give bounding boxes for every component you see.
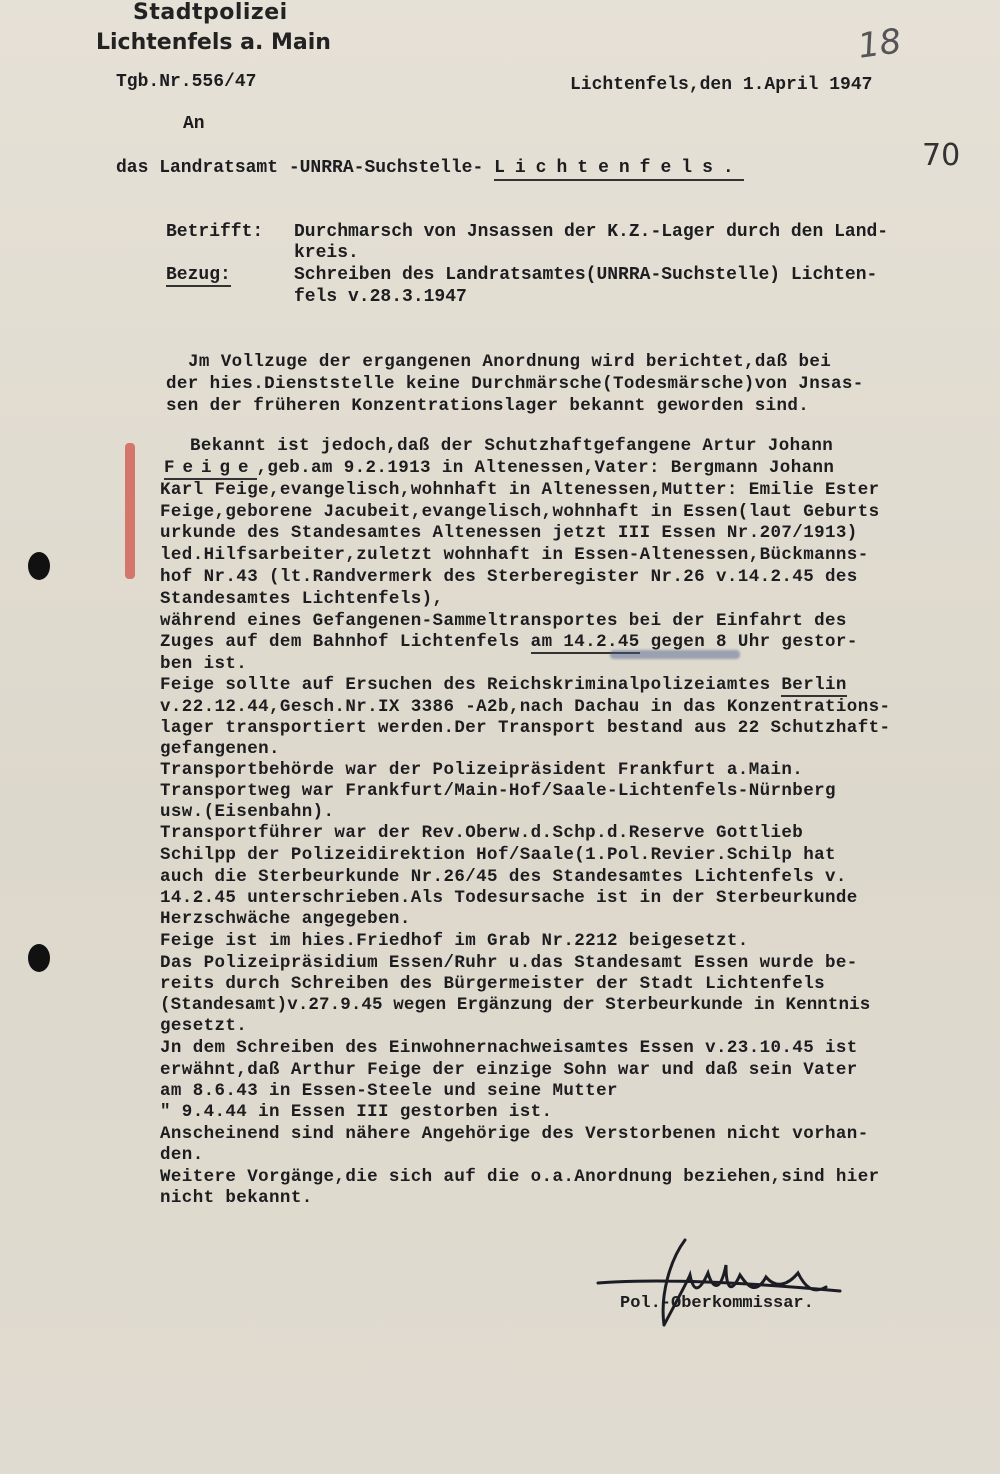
p2-line-4: Feige,geborene Jacubeit,evangelisch,wohnhaft in Essen(laut Geburts: [160, 502, 880, 522]
betrifft-line-2: kreis.: [294, 243, 359, 263]
p3-line-16: (Standesamt)v.27.9.45 wegen Ergänzung der Sterbeurkunde in Kenntnis: [160, 995, 871, 1015]
p3-line-9: Schilpp der Polizeidirektion Hof/Saale(1.Pol.Revier.Schilp hat: [160, 845, 836, 865]
train-line-pre: Zuges auf dem Bahnhof Lichtenfels: [160, 632, 531, 652]
p1-line-1: Jm Vollzuge der ergangenen Anordnung wird berichtet,daß bei: [188, 352, 832, 372]
p3-line-21: " 9.4.44 in Essen III gestorben ist.: [160, 1102, 553, 1122]
p2-line-10: [160, 632, 858, 652]
recipient-prefix: das Landratsamt -UNRRA-Suchstelle-: [116, 158, 495, 178]
p2-line-11: ben ist.: [160, 654, 248, 674]
bezug-line-2: fels v.28.3.1947: [294, 287, 467, 307]
p2-line-7: hof Nr.43 (lt.Randvermerk des Sterberegister Nr.26 v.14.2.45 des: [160, 567, 858, 587]
p3-line-13: Feige ist im hies.Friedhof im Grab Nr.2212 beigesetzt.: [160, 931, 749, 951]
city-berlin: Berlin: [781, 675, 847, 695]
p3-line-2: v.22.12.44,Gesch.Nr.IX 3386 -A2b,nach Dachau in das Konzentrations-: [160, 697, 891, 717]
train-line-post: gegen 8 Uhr gestor-: [639, 632, 858, 652]
recipient-city: Lichtenfels.: [494, 158, 744, 181]
letterhead-line-1: Stadtpolizei: [133, 0, 288, 25]
betrifft-line-1: Durchmarsch von Jnsassen der K.Z.-Lager durch den Land-: [294, 222, 889, 242]
p1-line-2: der hies.Dienststelle keine Durchmärsche(Todesmärsche)von Jnsas-: [166, 374, 864, 394]
p2-line-3: Karl Feige,evangelisch,wohnhaft in Altenessen,Mutter: Emilie Ester: [160, 480, 880, 500]
p3-line-25: nicht bekannt.: [160, 1188, 313, 1208]
p2-line-6: led.Hilfsarbeiter,zuletzt wohnhaft in Essen-Altenessen,Bückmanns-: [160, 545, 869, 565]
p3-line-7: usw.(Eisenbahn).: [160, 802, 335, 822]
p3-line-3: lager transportiert werden.Der Transport bestand aus 22 Schutzhaft-: [160, 718, 891, 738]
punch-hole-top: [28, 552, 50, 580]
betrifft-label: Betrifft:: [166, 222, 264, 242]
p2-line-2: [164, 458, 834, 478]
p3-line-14: Das Polizeipräsidium Essen/Ruhr u.das Standesamt Essen wurde be-: [160, 953, 858, 973]
reference-number: Tgb.Nr.556/47: [116, 72, 257, 92]
p2-line-5: urkunde des Standesamtes Altenessen jetzt III Essen Nr.207/1913): [160, 523, 858, 543]
p3-line-18: Jn dem Schreiben des Einwohnernachweisamtes Essen v.23.10.45 ist: [160, 1038, 858, 1058]
p3-line-5: Transportbehörde war der Polizeipräsident Frankfurt a.Main.: [160, 760, 804, 780]
p3-line-19: erwähnt,daß Arthur Feige der einzige Sohn war und daß sein Vater: [160, 1060, 858, 1080]
p3-line-24: Weitere Vorgänge,die sich auf die o.a.Anordnung beziehen,sind hier: [160, 1167, 880, 1187]
p3-line-1-pre: Feige sollte auf Ersuchen des Reichskriminalpolizeiamtes: [160, 675, 782, 695]
handwritten-signature: [590, 1225, 870, 1335]
punch-hole-bottom: [28, 944, 50, 972]
p3-line-8: Transportführer war der Rev.Oberw.d.Schp.d.Reserve Gottlieb: [160, 823, 804, 843]
p3-line-17: gesetzt.: [160, 1016, 248, 1036]
p3-line-4: gefangenen.: [160, 739, 280, 759]
p3-line-15: reits durch Schreiben des Bürgermeister der Stadt Lichtenfels: [160, 974, 826, 994]
p3-line-23: den.: [160, 1145, 204, 1165]
red-margin-mark: [125, 443, 135, 579]
p2-line-9: während eines Gefangenen-Sammeltransportes bei der Einfahrt des: [160, 611, 847, 631]
handwritten-folio: 18: [855, 21, 904, 67]
p3-line-10: auch die Sterbeurkunde Nr.26/45 des Standesamtes Lichtenfels v.: [160, 867, 847, 887]
p3-line-6: Transportweg war Frankfurt/Main-Hof/Saale-Lichtenfels-Nürnberg: [160, 781, 836, 801]
recipient-line: [116, 158, 744, 178]
ink-smudge: [610, 650, 740, 659]
p3-line-12: Herzschwäche angegeben.: [160, 909, 411, 929]
handwritten-page-number: 70: [922, 138, 961, 173]
p3-line-20: am 8.6.43 in Essen-Steele und seine Mutter: [160, 1081, 618, 1101]
p3-line-11: 14.2.45 unterschrieben.Als Todesursache ist in der Sterbeurkunde: [160, 888, 858, 908]
bezug-line-1: Schreiben des Landratsamtes(UNRRA-Suchstelle) Lichten-: [294, 265, 878, 285]
bezug-label: Bezug:: [166, 265, 231, 285]
p1-line-3: sen der früheren Konzentrationslager bekannt geworden sind.: [166, 396, 810, 416]
p3-line-22: Anscheinend sind nähere Angehörige des Verstorbenen nicht vorhan-: [160, 1124, 869, 1144]
place-and-date: Lichtenfels,den 1.April 1947: [570, 75, 873, 95]
p3-line-1: [160, 675, 847, 695]
letterhead-line-2: Lichtenfels a. Main: [96, 30, 331, 55]
train-date: am 14.2.45: [530, 632, 640, 652]
person-name-feige: Feige: [164, 458, 257, 478]
p2-line-1: Bekannt ist jedoch,daß der Schutzhaftgefangene Artur Johann: [190, 436, 834, 456]
p2-line-2-rest: ,geb.am 9.2.1913 in Altenessen,Vater: Bergmann Johann: [256, 458, 835, 478]
recipient-to: An: [183, 114, 205, 134]
p2-line-8: Standesamtes Lichtenfels),: [160, 589, 444, 609]
signature-title: Pol.-Oberkommissar.: [620, 1294, 814, 1313]
